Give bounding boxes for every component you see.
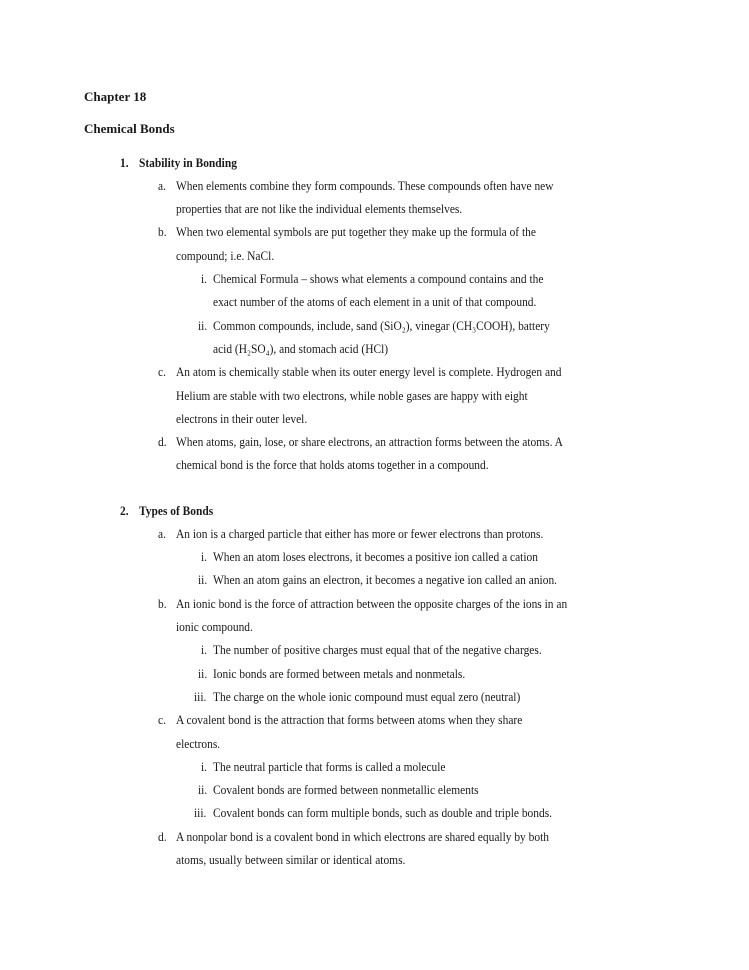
subitem-label <box>178 638 208 661</box>
item-label <box>158 220 168 243</box>
item-text-line-text: properties that are not like the individual elements themselves. <box>176 201 463 217</box>
item-label <box>158 708 167 731</box>
subitem-label <box>178 755 208 778</box>
item-label <box>158 592 168 615</box>
subitem-label-text: ii. <box>197 317 207 333</box>
subitem-label <box>178 801 208 824</box>
item-text-line <box>176 220 585 243</box>
subitem-label <box>178 314 208 337</box>
subitem-label-text: ii. <box>197 572 207 588</box>
subitem-label-text: ii. <box>197 782 207 798</box>
subitem-text-line <box>213 267 588 290</box>
item-text-line <box>176 615 263 638</box>
subitem-text-line <box>213 638 587 661</box>
subitem-text-line <box>213 755 477 778</box>
item-text-line-text: Helium are stable with two electrons, while noble gases are happy with eight <box>176 387 528 403</box>
section-title <box>139 499 223 522</box>
subitem-label-text: i. <box>201 642 208 658</box>
item-text-line <box>176 592 621 615</box>
subitem-text-line <box>213 568 604 591</box>
subitem-text-line <box>213 685 562 708</box>
item-text-line <box>176 384 576 407</box>
item-text-line-text: ionic compound. <box>176 619 253 634</box>
item-label <box>158 522 167 545</box>
subitem-text-line-text: Ionic bonds are formed between metals and nonmetals. <box>213 665 466 681</box>
item-text-line-text: When atoms, gain, lose, or share electrons, an attraction forms between the atoms. A <box>176 434 563 450</box>
subitem-text-line-text: Covalent bonds are formed between nonmetallic elements <box>213 782 479 798</box>
item-text-line-text: A nonpolar bond is a covalent bond in which electrons are shared equally by both <box>176 828 549 844</box>
subitem-text-line <box>213 662 500 685</box>
subitem-text-line-text: The neutral particle that forms is called a molecule <box>213 758 446 774</box>
section-title-text: Types of Bonds <box>139 502 214 518</box>
subitem-label <box>178 267 208 290</box>
item-text-line <box>176 708 570 731</box>
item-label-text: a. <box>158 177 166 193</box>
subitem-label <box>178 662 208 685</box>
item-text-line <box>176 430 616 453</box>
section-number-text: 1. <box>120 154 129 170</box>
item-label <box>158 430 168 453</box>
subitem-text-line-text: Covalent bonds can form multiple bonds, such as double and triple bonds. <box>213 805 553 821</box>
item-text-line-text: When two elemental symbols are put together they make up the formula of the <box>176 224 536 240</box>
item-label-text: d. <box>158 434 167 450</box>
item-text-line-text: An atom is chemically stable when its outer energy level is complete. Hydrogen and <box>176 364 562 380</box>
subitem-text-line-text: acid (H₂SO₄), and stomach acid (HCl) <box>213 340 389 356</box>
section-number-text: 2. <box>120 502 129 518</box>
item-text-line <box>176 360 614 383</box>
item-text-line <box>176 407 325 430</box>
subitem-label <box>178 685 208 708</box>
subitem-label-text: i. <box>201 758 208 774</box>
item-label-text: b. <box>158 595 167 611</box>
item-label-text: a. <box>158 525 166 541</box>
item-text-line-text: compound; i.e. NaCl. <box>176 247 275 263</box>
item-label-text: b. <box>158 224 167 240</box>
section-title <box>139 151 250 174</box>
item-label-text: c. <box>158 364 166 380</box>
item-text-line-text: atoms, usually between similar or identical atoms. <box>176 852 406 867</box>
subitem-text-line <box>213 290 581 313</box>
subitem-text-line-text: Common compounds, include, sand (SiO₂), vinegar (CH₃COOH), battery <box>213 317 550 333</box>
section-title-text: Stability in Bonding <box>139 154 237 170</box>
document-title: Chemical Bonds <box>84 121 175 136</box>
subitem-text-line-text: When an atom loses electrons, it becomes a positive ion called a cation <box>213 549 538 565</box>
item-text-line <box>176 522 593 545</box>
subitem-label <box>178 545 208 568</box>
subitem-text-line-text: When an atom gains an electron, it becomes a negative ion called an anion. <box>213 572 558 588</box>
subitem-text-line <box>213 337 412 360</box>
item-text-line <box>176 732 226 755</box>
item-text-line <box>176 174 605 197</box>
item-label-text: c. <box>158 712 166 728</box>
item-text-line-text: electrons in their outer level. <box>176 410 308 426</box>
section-number <box>120 151 130 174</box>
subitem-text-line <box>213 545 582 568</box>
item-text-line <box>176 848 437 871</box>
subitem-label <box>178 568 208 591</box>
subitem-text-line-text: The number of positive charges must equal that of the negative charges. <box>213 642 542 658</box>
subitem-label-text: i. <box>201 271 208 286</box>
item-label-text: d. <box>158 828 167 844</box>
section-number <box>120 499 130 522</box>
chapter-heading: Chapter 18 <box>84 89 147 104</box>
subitem-label-text: ii. <box>197 665 207 681</box>
item-label <box>158 174 167 197</box>
subitem-text-line-text: exact number of the atoms of each element in a unit of that compound. <box>213 294 537 310</box>
subitem-label-text: iii. <box>193 688 207 704</box>
item-text-line-text: electrons. <box>176 735 221 751</box>
item-text-line <box>176 453 531 476</box>
item-text-line-text: An ionic bond is the force of attraction between the opposite charges of the ions in an <box>176 595 568 611</box>
subitem-text-line <box>213 778 515 801</box>
item-text-line-text: An ion is a charged particle that either has more or fewer electrons than protons. <box>176 525 544 541</box>
item-label <box>158 360 167 383</box>
subitem-label-text: iii. <box>193 805 207 821</box>
subitem-text-line <box>213 801 598 824</box>
subitem-label-text: i. <box>201 549 208 565</box>
item-text-line <box>176 197 501 220</box>
subitem-text-line-text: The charge on the whole ionic compound must equal zero (neutral) <box>213 688 521 704</box>
item-label <box>158 825 168 848</box>
item-text-line-text: When elements combine they form compounds. These compounds often have new <box>176 177 554 193</box>
subitem-text-line-text: Chemical Formula – shows what elements a compound contains and the <box>213 271 544 286</box>
item-text-line <box>176 244 288 267</box>
subitem-label <box>178 778 208 801</box>
item-text-line-text: A covalent bond is the attraction that forms between atoms when they share <box>176 712 523 728</box>
item-text-line <box>176 825 600 848</box>
item-text-line-text: chemical bond is the force that holds atoms together in a compound. <box>176 457 489 473</box>
subitem-text-line <box>213 314 596 337</box>
